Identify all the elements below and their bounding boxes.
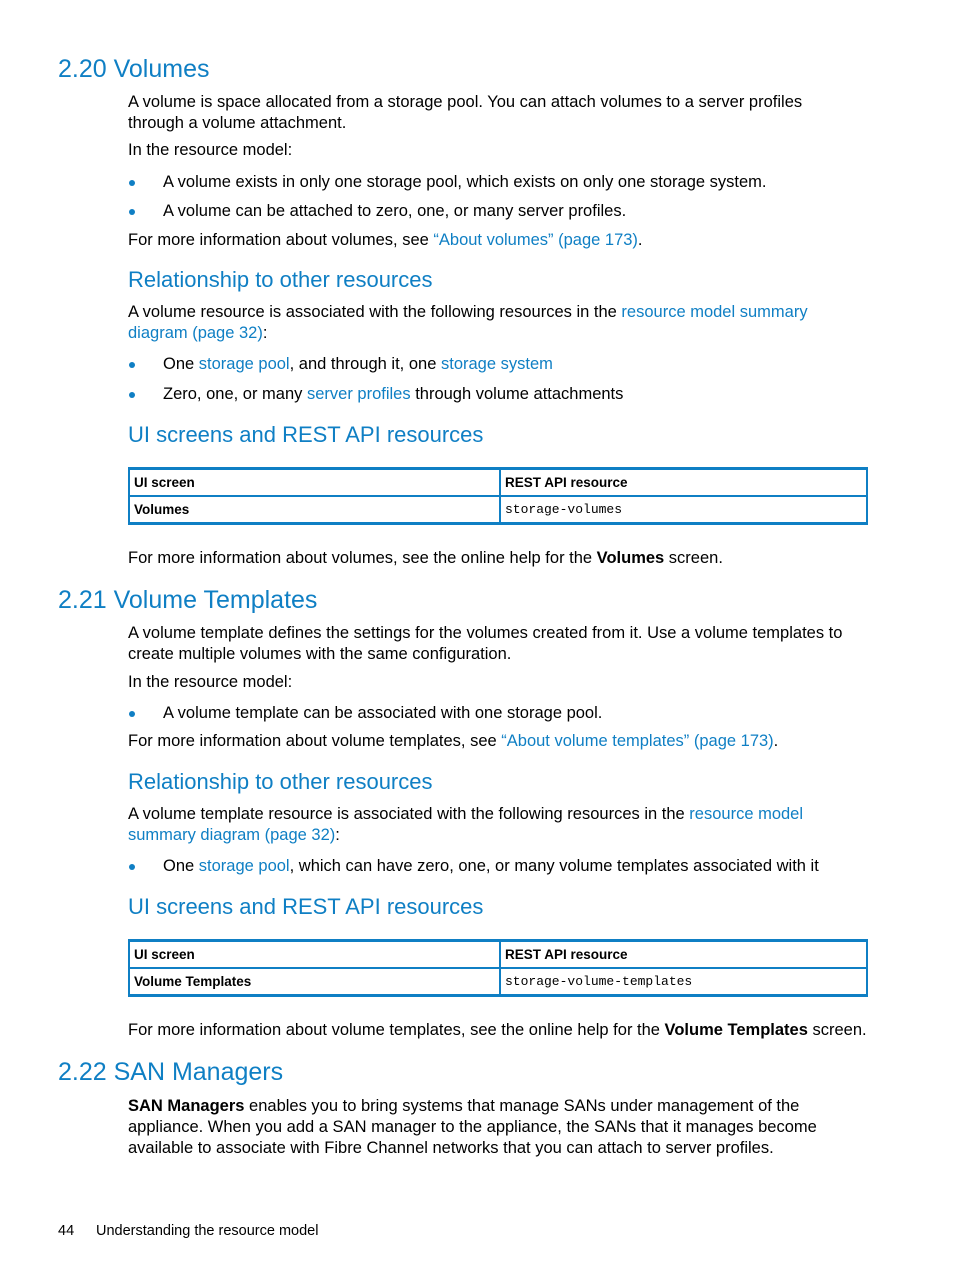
resources-table xyxy=(128,467,868,525)
text: Volumes xyxy=(596,549,665,567)
server-profiles-link[interactable]: server profiles xyxy=(306,385,411,403)
paragraph xyxy=(128,548,723,569)
paragraph: In the resource model: xyxy=(128,141,293,159)
table-cell: Volume Templates xyxy=(129,968,500,996)
list-item: A volume exists in only one storage pool, which exists on only one storage system. xyxy=(163,173,767,191)
text: enables you to bring systems that manage SANs under management of the xyxy=(244,1097,800,1115)
resource-model-link[interactable]: resource model summary xyxy=(621,303,808,321)
text: screen. xyxy=(664,549,723,567)
bullet-icon xyxy=(129,864,135,870)
text: . xyxy=(637,231,643,249)
paragraph xyxy=(128,731,778,752)
table-header-row xyxy=(129,941,867,969)
text: For more information about volumes, see xyxy=(128,231,434,249)
resource-model-link[interactable]: resource model xyxy=(689,805,804,823)
paragraph: through a volume attachment. xyxy=(128,114,347,132)
table-header: REST API resource xyxy=(500,941,867,969)
text: One xyxy=(163,355,199,373)
text: For more information about volume templates, see xyxy=(128,732,502,750)
table-cell: Volumes xyxy=(129,496,500,524)
page-number: 44 xyxy=(58,1223,75,1239)
bullet-icon xyxy=(129,209,135,215)
text: One xyxy=(163,857,199,875)
list-item: A volume can be attached to zero, one, or many server profiles. xyxy=(163,202,627,220)
bullet-icon xyxy=(129,711,135,717)
text: For more information about volume templates, see the online help for the xyxy=(128,1021,665,1039)
paragraph xyxy=(128,804,803,825)
paragraph xyxy=(128,825,340,846)
paragraph: In the resource model: xyxy=(128,673,293,691)
table-row xyxy=(129,968,867,996)
resource-model-link[interactable]: diagram (page 32) xyxy=(128,324,263,342)
footer-text: Understanding the resource model xyxy=(96,1223,319,1239)
text: For more information about volumes, see the online help for the xyxy=(128,549,597,567)
resources-table xyxy=(128,939,868,997)
table-header: UI screen xyxy=(129,469,500,497)
text: screen. xyxy=(807,1021,867,1039)
bullet-icon xyxy=(129,362,135,368)
paragraph: appliance. When you add a SAN manager to the appliance, the SANs that it manages become xyxy=(128,1118,817,1136)
text: , and through it, one xyxy=(289,355,441,373)
paragraph xyxy=(128,302,808,323)
storage-system-link[interactable]: storage system xyxy=(440,355,553,373)
table-header: UI screen xyxy=(129,941,500,969)
paragraph: available to associate with Fibre Channel networks that you can attach to server profiles. xyxy=(128,1139,774,1157)
about-volumes-link[interactable]: “About volumes” (page 173) xyxy=(433,231,638,249)
list-item: A volume template can be associated with one storage pool. xyxy=(163,704,603,722)
section-title-volume-templates: 2.21 Volume Templates xyxy=(58,586,318,614)
subsection-title: Relationship to other resources xyxy=(128,769,433,794)
paragraph xyxy=(128,323,267,344)
paragraph xyxy=(128,1096,799,1117)
subsection-title: Relationship to other resources xyxy=(128,267,433,292)
section-title-volumes: 2.20 Volumes xyxy=(58,55,210,83)
storage-pool-link[interactable]: storage pool xyxy=(198,355,290,373)
table-cell: storage-volumes xyxy=(500,496,867,524)
text: : xyxy=(262,324,268,342)
table-cell: storage-volume-templates xyxy=(500,968,867,996)
section-title-san-managers: 2.22 SAN Managers xyxy=(58,1058,284,1086)
bullet-icon xyxy=(129,392,135,398)
list-item xyxy=(163,354,553,375)
storage-pool-link[interactable]: storage pool xyxy=(198,857,290,875)
table-header: REST API resource xyxy=(500,469,867,497)
about-volume-templates-link[interactable]: “About volume templates” (page 173) xyxy=(501,732,774,750)
table-header-row xyxy=(129,469,867,497)
paragraph: A volume is space allocated from a storage pool. You can attach volumes to a server profiles xyxy=(128,93,803,111)
text: , which can have zero, one, or many volume templates associated with it xyxy=(289,857,819,875)
text: through volume attachments xyxy=(410,385,624,403)
text: Volume Templates xyxy=(664,1021,808,1039)
text: Zero, one, or many xyxy=(163,385,307,403)
paragraph xyxy=(128,230,643,251)
subsection-title: UI screens and REST API resources xyxy=(128,894,484,919)
text: . xyxy=(773,732,779,750)
resource-model-link[interactable]: summary diagram (page 32) xyxy=(128,826,336,844)
paragraph: A volume template defines the settings for the volumes created from it. Use a volume templates to xyxy=(128,624,843,642)
paragraph xyxy=(128,1020,867,1041)
text: A volume resource is associated with the following resources in the xyxy=(128,303,622,321)
list-item xyxy=(163,856,819,877)
subsection-title: UI screens and REST API resources xyxy=(128,422,484,447)
bullet-icon xyxy=(129,180,135,186)
text: A volume template resource is associated with the following resources in the xyxy=(128,805,690,823)
paragraph: create multiple volumes with the same configuration. xyxy=(128,645,512,663)
table-row xyxy=(129,496,867,524)
list-item xyxy=(163,384,623,405)
text: SAN Managers xyxy=(128,1097,245,1115)
text: : xyxy=(335,826,340,844)
